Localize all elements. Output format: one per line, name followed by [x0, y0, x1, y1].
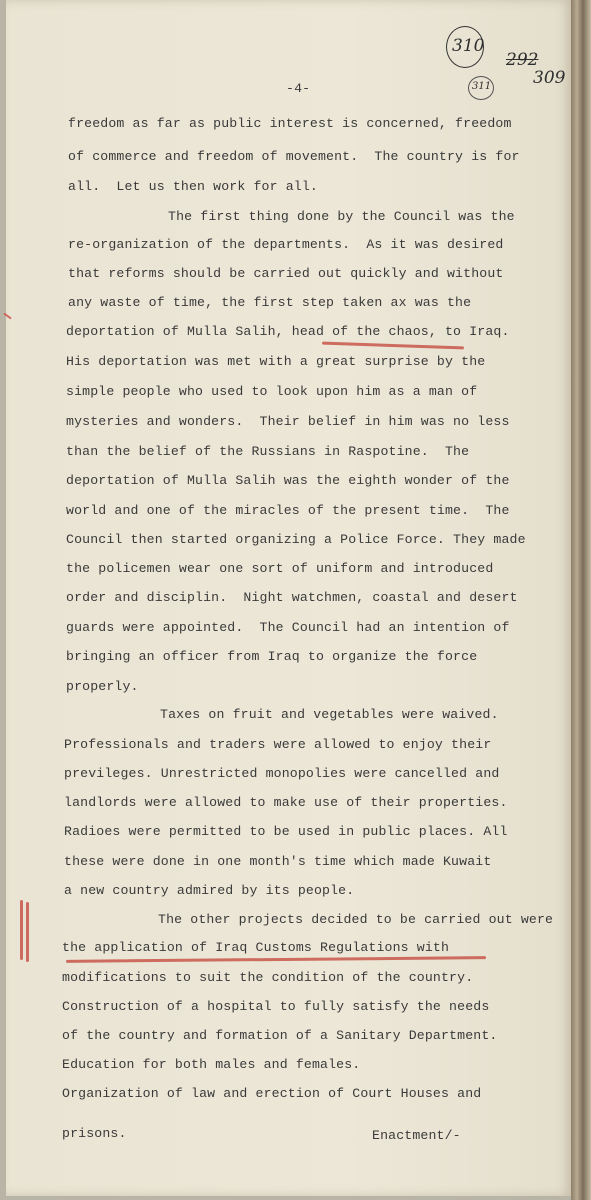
red-margin-mark-2 — [26, 902, 29, 962]
text-line: these were done in one month's time which made Kuwait — [64, 854, 492, 869]
folio-circled-number: 310 — [452, 36, 485, 56]
text-line: a new country admired by its people. — [64, 883, 355, 898]
text-line: order and disciplin. Night watchmen, coastal and desert — [66, 590, 518, 605]
text-line: deportation of Mulla Salih, head of the chaos, to Iraq. — [66, 324, 510, 339]
text-line: Construction of a hospital to fully satisfy the needs — [62, 999, 490, 1014]
text-line: modifications to suit the condition of the country. — [62, 970, 474, 985]
text-line: Professionals and traders were allowed to enjoy their — [64, 737, 492, 752]
text-line: that reforms should be carried out quickly and without — [68, 266, 504, 281]
text-line: of commerce and freedom of movement. The country is for — [68, 149, 520, 164]
text-line: prisons. — [62, 1126, 127, 1141]
text-line: The other projects decided to be carried out were — [158, 912, 554, 927]
page-number: -4- — [286, 81, 311, 96]
text-line: His deportation was met with a great surprise by the — [66, 354, 486, 369]
text-line: all. Let us then work for all. — [68, 179, 318, 194]
text-line: properly. — [66, 679, 139, 694]
text-line: freedom as far as public interest is concerned, freedom — [68, 116, 512, 131]
catchword: Enactment/- — [372, 1128, 461, 1143]
text-line: Taxes on fruit and vegetables were waived. — [160, 707, 499, 722]
folio-small-number: 311 — [472, 81, 492, 92]
text-line: Radioes were permitted to be used in public places. All — [64, 824, 508, 839]
text-line: bringing an officer from Iraq to organize the force — [66, 649, 478, 664]
text-line: the policemen wear one sort of uniform and introduced — [66, 561, 494, 576]
volume-binding — [571, 0, 591, 1200]
text-line: world and one of the miracles of the present time. The — [66, 503, 510, 518]
folio-crossed-number: 292 — [506, 50, 539, 70]
text-line: landlords were allowed to make use of their properties. — [64, 795, 508, 810]
text-line: any waste of time, the first step taken ax was the — [68, 295, 472, 310]
text-line: Council then started organizing a Police Force. They made — [66, 532, 526, 547]
text-line: previleges. Unrestricted monopolies were cancelled and — [64, 766, 500, 781]
text-line: guards were appointed. The Council had an intention of — [66, 620, 510, 635]
text-line: mysteries and wonders. Their belief in him was no less — [66, 414, 510, 429]
text-line: re-organization of the departments. As it was desired — [68, 237, 504, 252]
text-line: of the country and formation of a Sanitary Department. — [62, 1028, 498, 1043]
red-margin-mark-1 — [20, 900, 23, 960]
text-line: the application of Iraq Customs Regulations with — [62, 940, 450, 955]
text-line: simple people who used to look upon him as a man of — [66, 384, 478, 399]
text-line: The first thing done by the Council was the — [168, 209, 515, 224]
text-line: deportation of Mulla Salih was the eighth wonder of the — [66, 473, 510, 488]
text-line: Organization of law and erection of Court Houses and — [62, 1086, 482, 1101]
text-line: than the belief of the Russians in Raspotine. The — [66, 444, 470, 459]
folio-number-right: 309 — [533, 68, 566, 88]
text-line: Education for both males and females. — [62, 1057, 361, 1072]
